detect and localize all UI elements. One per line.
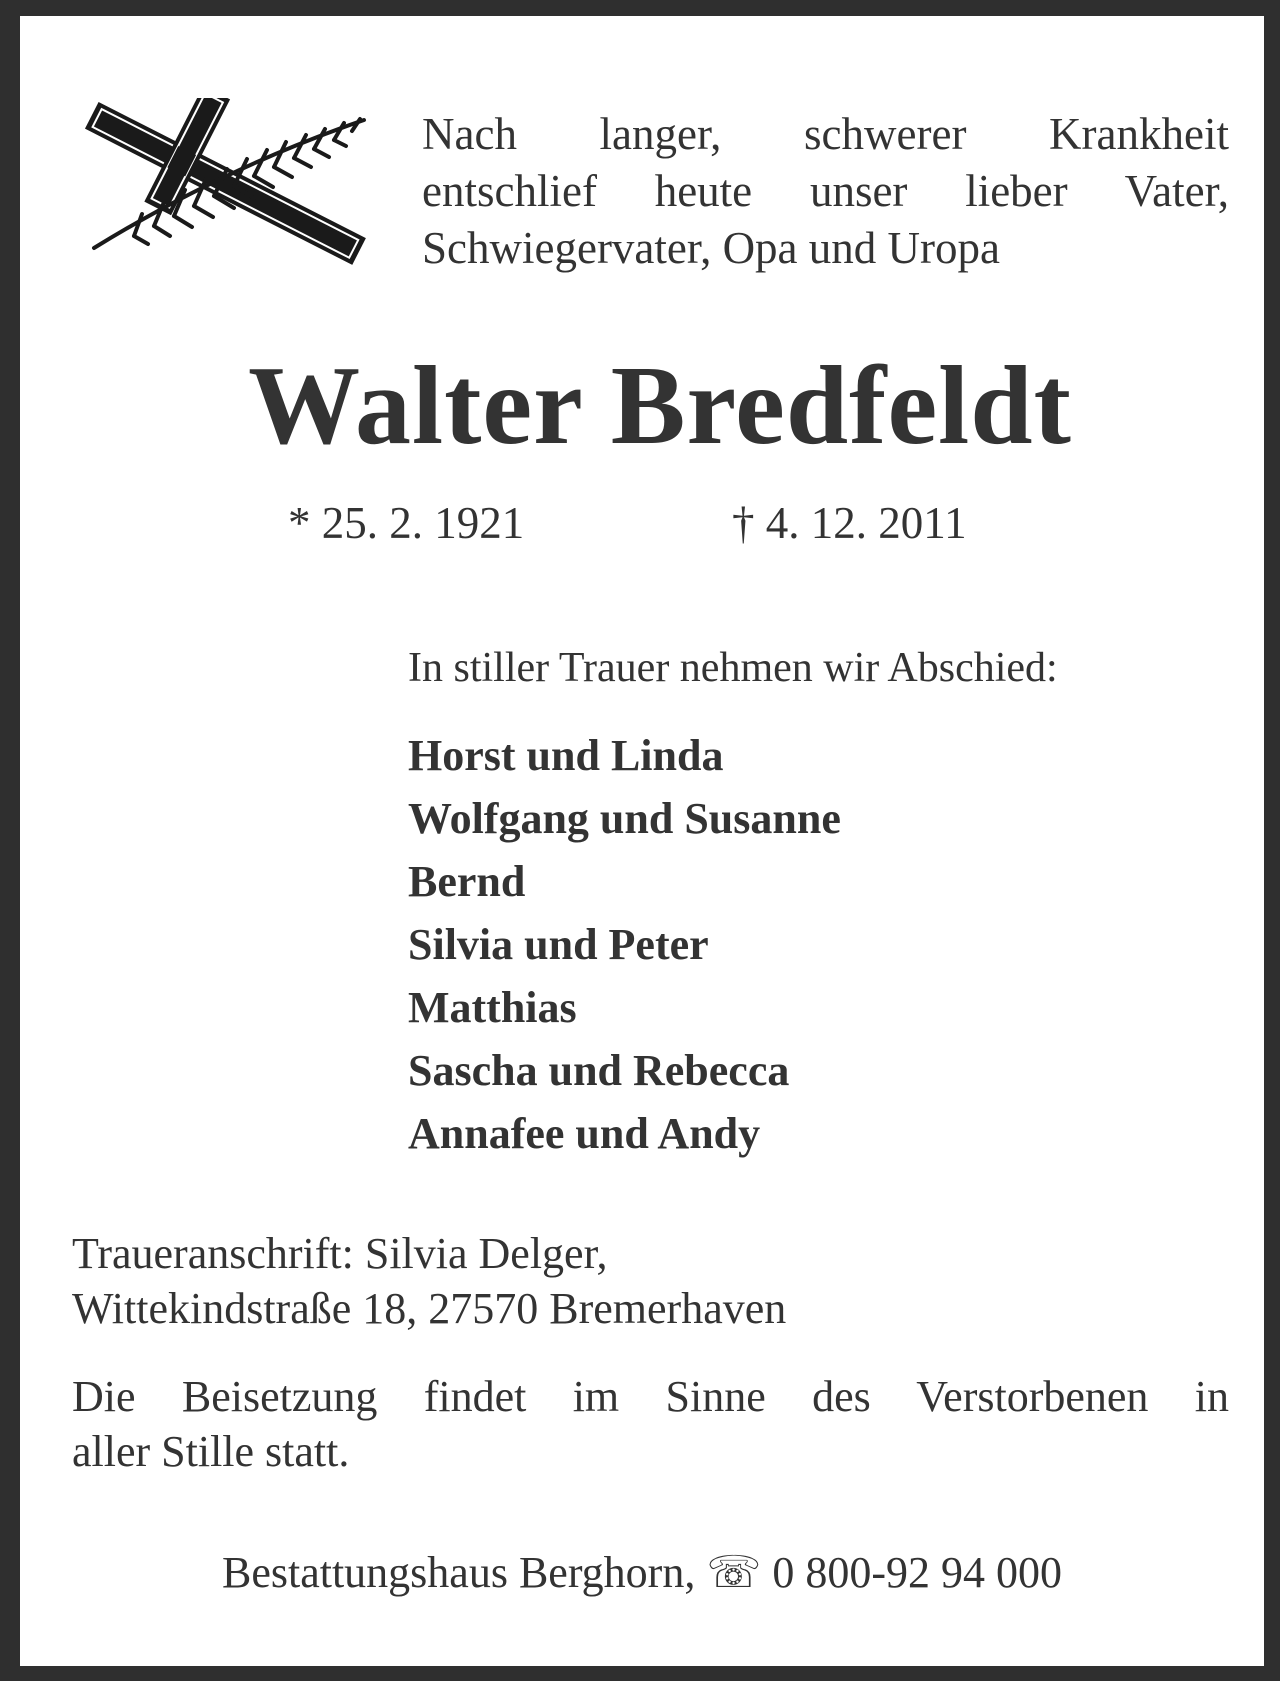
obituary-notice [20, 16, 1264, 1666]
birth-date: * 25. 2. 1921 [288, 498, 525, 548]
mourning-line: In stiller Trauer nehmen wir Abschied: [408, 645, 1058, 691]
family-member: Matthias [408, 983, 577, 1032]
intro-text [422, 106, 1229, 277]
family-member: Annafee und Andy [408, 1109, 761, 1158]
intro-line: entschlief heute unser lieber Vater, [422, 166, 1229, 216]
death-date: † 4. 12. 2011 [732, 498, 967, 548]
family-member: Wolfgang und Susanne [408, 794, 841, 843]
address-line: Traueranschrift: Silvia Delger, [72, 1229, 608, 1278]
family-member: Silvia und Peter [408, 920, 709, 969]
burial-line: aller Stille statt. [72, 1427, 350, 1476]
intro-line: Schwiegervater, Opa und Uropa [422, 223, 1000, 273]
undertaker-contact: Bestattungshaus Berghorn, ☏ 0 800-92 94 000 [221, 1548, 1063, 1597]
mourning-address [72, 1226, 1232, 1336]
address-line: Wittekindstraße 18, 27570 Bremerhaven [72, 1284, 787, 1333]
intro-line: Nach langer, schwerer Krankheit [422, 109, 1229, 159]
family-member: Sascha und Rebecca [408, 1046, 790, 1095]
burial-line: Die Beisetzung findet im Sinne des Verstorbenen in [72, 1372, 1229, 1421]
family-member: Horst und Linda [408, 731, 724, 780]
burial-notice [72, 1369, 1229, 1479]
family-member: Bernd [408, 857, 526, 906]
family-list [408, 724, 841, 1165]
deceased-name: Walter Bredfeldt [248, 344, 1072, 468]
cross-with-palm-branch-icon [74, 98, 384, 268]
